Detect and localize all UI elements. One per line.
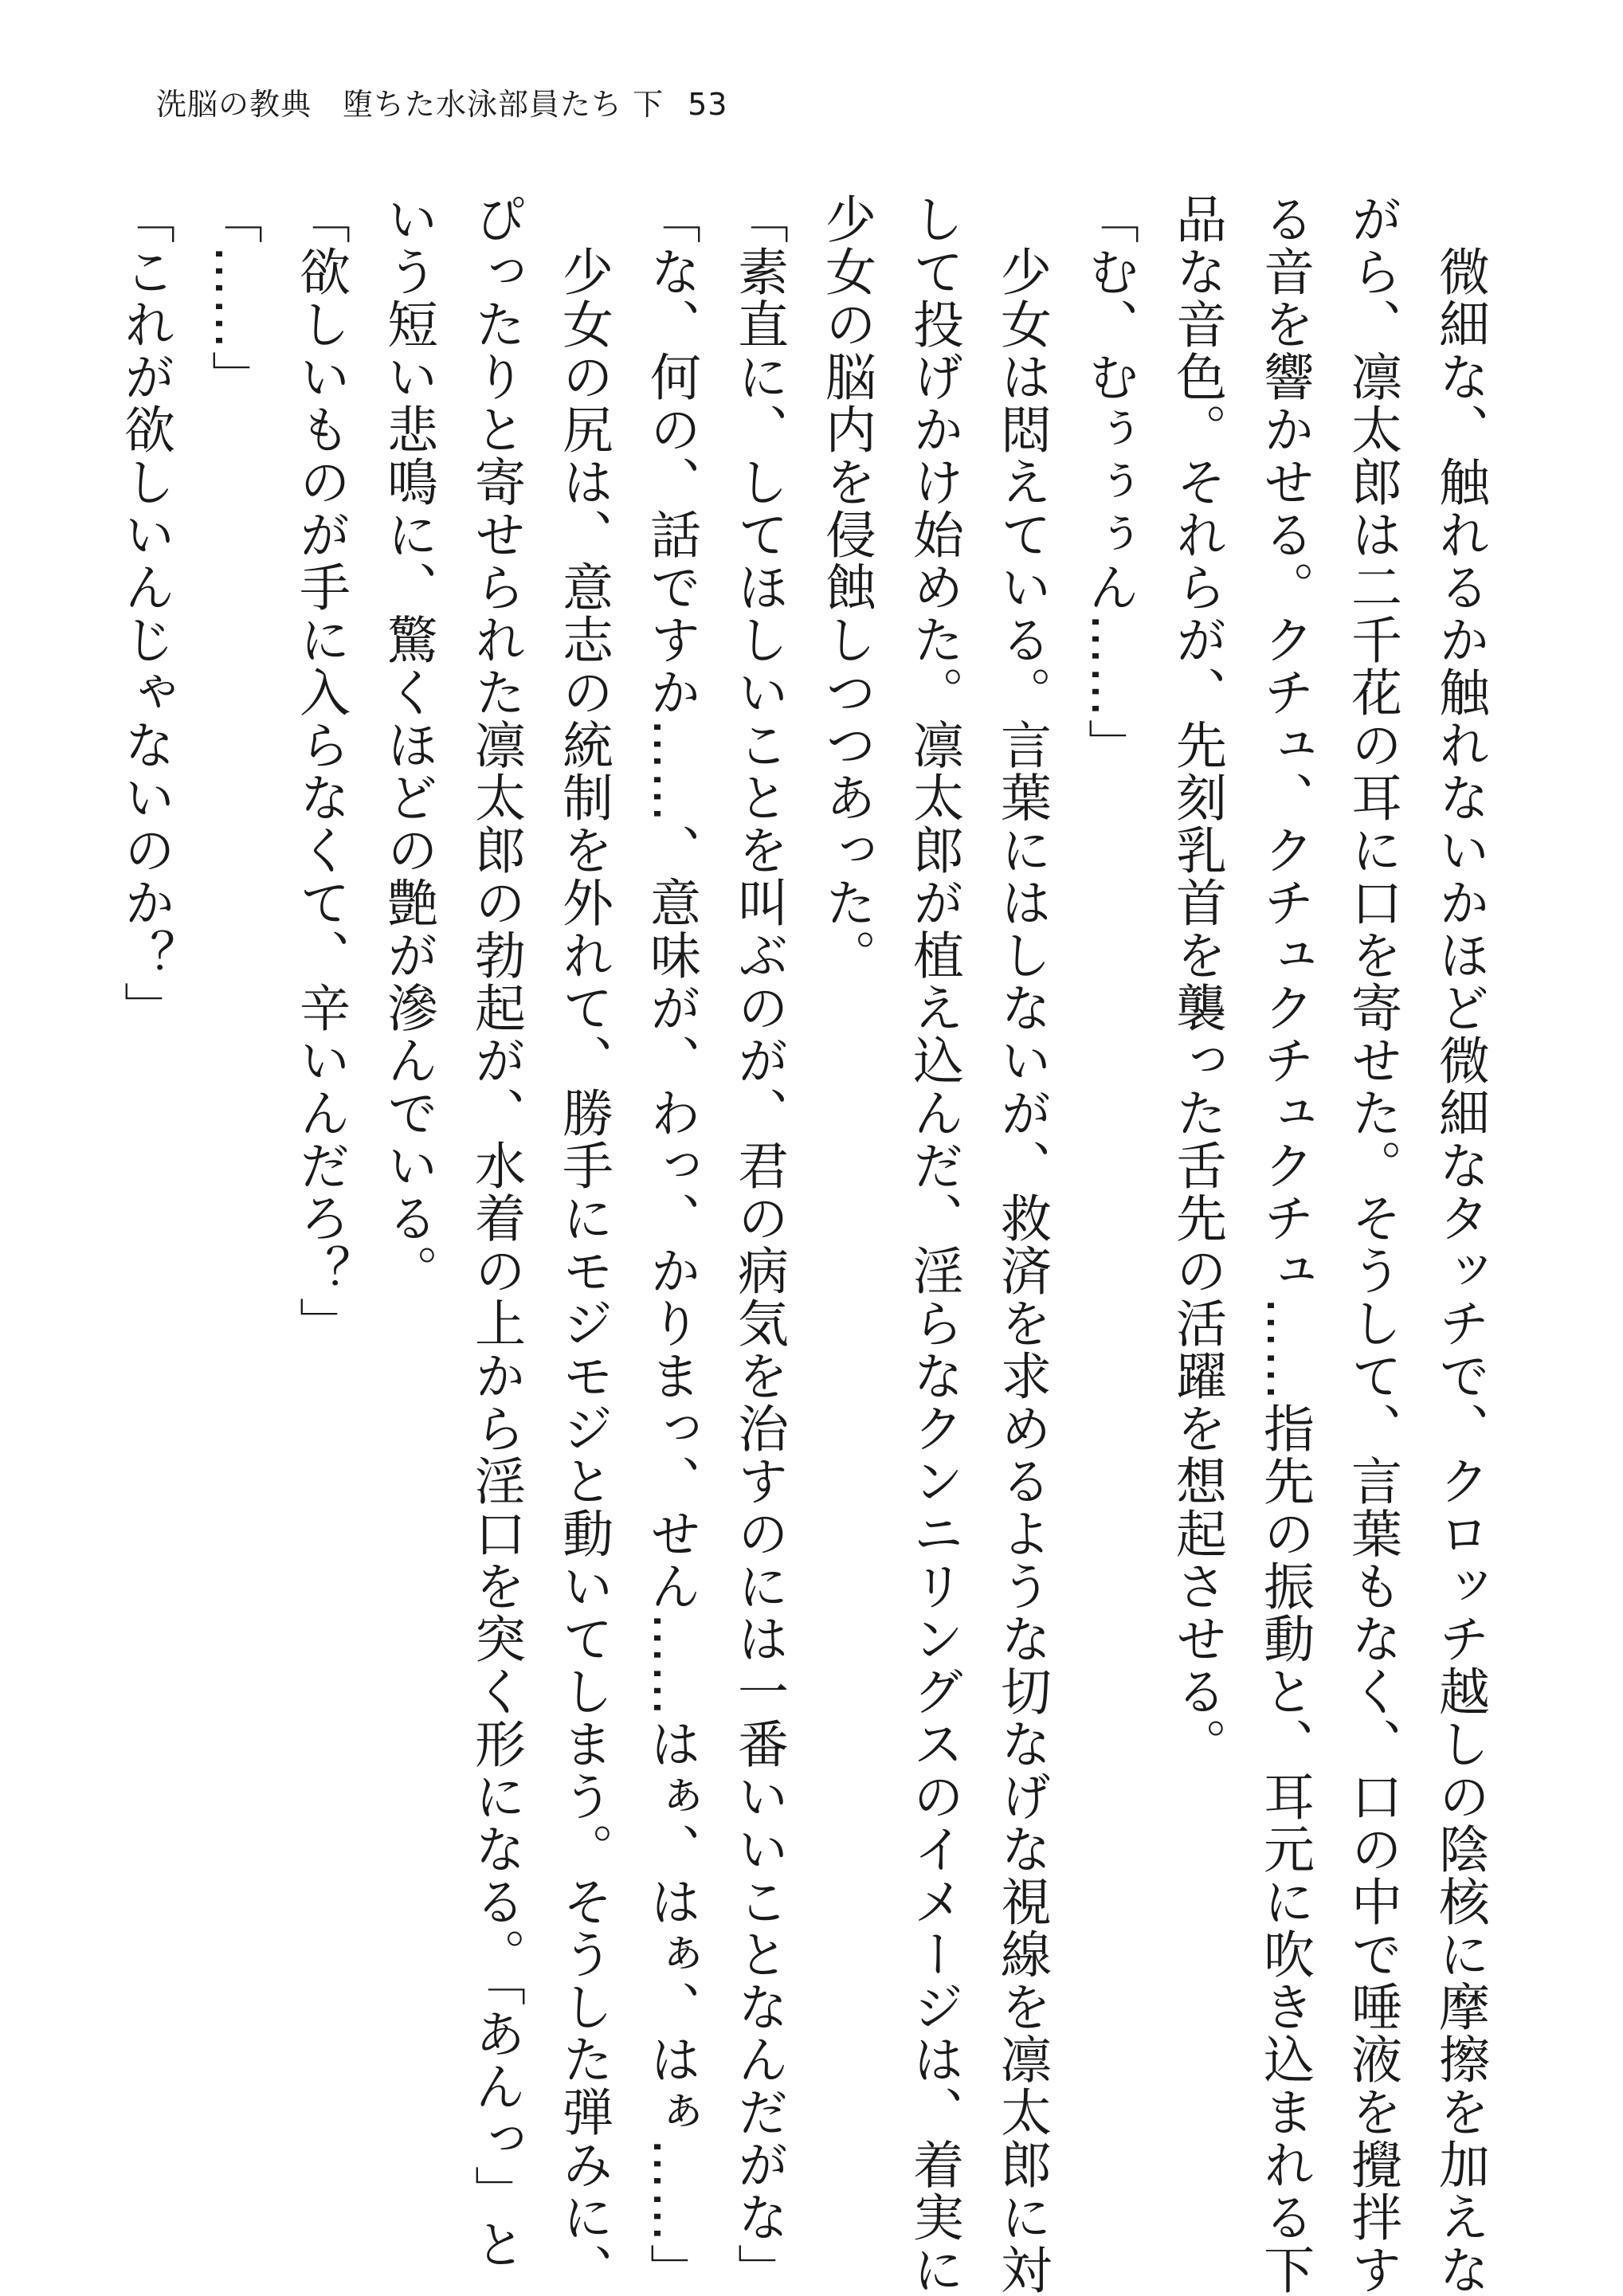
text-line: 微細な、触れるか触れないかほど微細なタッチで、クロッチ越しの陰核に摩擦を加えな: [1430, 193, 1489, 2296]
text-line: 少女の尻は、意志の統制を外れて、勝手にモジモジと動いてしまう。そうした弾みに、: [554, 193, 613, 2296]
text-line: 「これが欲しいんじゃないのか？」: [116, 193, 174, 1034]
text-line: 「……」: [203, 193, 262, 403]
text-line: 「な、何の、話ですか……、意味が、わっ、かりまっ、せん……はぁ、はぁ、はぁ……」: [641, 193, 700, 2296]
text-line: 「欲しいものが手に入らなくて、辛いんだろ？」: [291, 193, 350, 1350]
text-line: る音を響かせる。クチュ、クチュクチュクチュ……指先の振動と、耳元に吹き込まれる下: [1255, 193, 1314, 2296]
running-header: [156, 89, 727, 120]
text-line: 少女の脳内を侵蝕しつつあった。: [817, 193, 876, 981]
text-line: 品な音色。それらが、先刻乳首を襲った舌先の活躍を想起させる。: [1167, 193, 1226, 1770]
body-text: [101, 193, 1503, 2296]
text-line: いう短い悲鳴に、驚くほどの艶が滲んでいる。: [378, 193, 437, 1297]
text-line: 「む、むぅぅぅん……」: [1080, 193, 1139, 771]
text-line: がら、凛太郎は二千花の耳に口を寄せた。そうして、言葉もなく、口の中で唾液を攪拌す: [1343, 193, 1402, 2296]
book-title: 洗脳の教典 堕ちた水泳部員たち 下: [156, 87, 664, 122]
page-number: 53: [688, 87, 728, 122]
text-line: して投げかけ始めた。凛太郎が植え込んだ、淫らなクンニリングスのイメージは、着実に: [904, 193, 963, 2296]
text-line: 「素直に、してほしいことを叫ぶのが、君の病気を治すのには一番いいことなんだがな」: [729, 193, 788, 2296]
text-line: ぴったりと寄せられた凛太郎の勃起が、水着の上から淫口を突く形になる。「あんっ」と: [466, 193, 525, 2271]
text-line: 少女は悶えている。言葉にはしないが、救済を求めるような切なげな視線を凛太郎に対: [992, 193, 1051, 2296]
